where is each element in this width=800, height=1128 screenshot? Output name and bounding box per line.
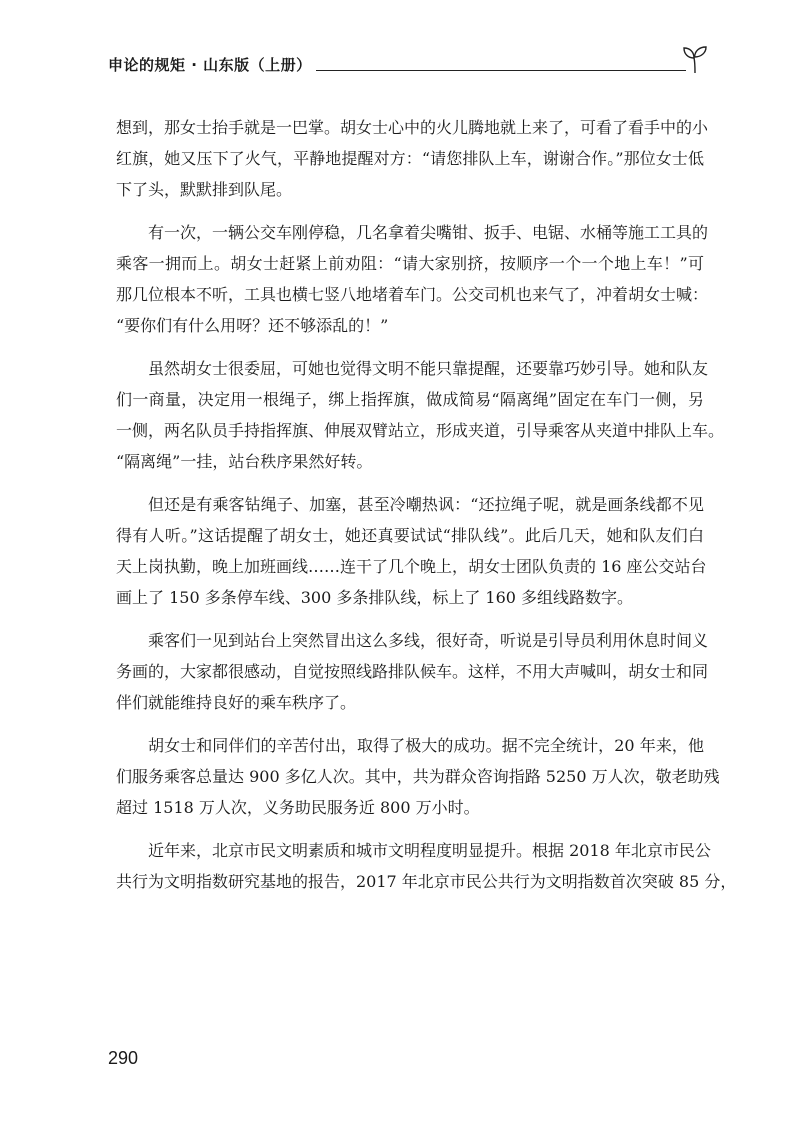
text-line: 近年来，北京市民文明素质和城市文明程度明显提升。根据 2018 年北京市民公 bbox=[148, 841, 711, 860]
text-line: 想到，那女士抬手就是一巴掌。胡女士心中的火儿腾地就上来了，可看了看手中的小 bbox=[116, 118, 709, 137]
book-title: 申论的规矩 · 山东版（上册） bbox=[108, 56, 312, 74]
text-line: 下了头，默默排到队尾。 bbox=[116, 180, 293, 199]
paragraph bbox=[116, 730, 720, 823]
paragraph bbox=[116, 835, 737, 897]
text-line: 天上岗执勤，晚上加班画线……连干了几个晚上，胡女士团队负责的 16 座公交站台 bbox=[116, 557, 707, 576]
paragraph bbox=[116, 489, 707, 613]
text-line: 们一商量，决定用一根绳子，绑上指挥旗，做成简易“隔离绳”固定在车门一侧，另 bbox=[116, 390, 704, 409]
paragraph bbox=[116, 353, 725, 477]
text-line: 超过 1518 万人次，义务助民服务近 800 万小时。 bbox=[116, 798, 480, 817]
text-line: 一侧，两名队员手持指挥旗、伸展双臂站立，形成夹道，引导乘客从夹道中排队上车。 bbox=[116, 421, 725, 440]
page-number: 290 bbox=[108, 1048, 139, 1068]
text-line: 虽然胡女士很委屈，可她也觉得文明不能只靠提醒，还要靠巧妙引导。她和队友 bbox=[148, 359, 709, 378]
header-rule bbox=[316, 70, 686, 71]
running-header bbox=[108, 44, 708, 80]
sprout-icon bbox=[682, 44, 708, 74]
text-line: 那几位根本不听，工具也横七竖八地堵着车门。公交司机也来气了，冲着胡女士喊： bbox=[116, 285, 709, 304]
text-line: 们服务乘客总量达 900 多亿人次。其中，共为群众咨询指路 5250 万人次，敬老助残 bbox=[116, 767, 720, 786]
text-line: 乘客一拥而上。胡女士赶紧上前劝阻：“请大家别挤，按顺序一个一个地上车！”可 bbox=[116, 254, 704, 273]
paragraph bbox=[116, 625, 709, 718]
text-line: 画上了 150 多条停车线、300 多条排队线，标上了 160 多组线路数字。 bbox=[116, 588, 634, 607]
text-line: 共行为文明指数研究基地的报告，2017 年北京市民公共行为文明指数首次突破 85 分， bbox=[116, 872, 737, 891]
text-line: 红旗，她又压下了火气，平静地提醒对方：“请您排队上车，谢谢合作。”那位女士低 bbox=[116, 149, 704, 168]
text-line: 伴们就能维持良好的乘车秩序了。 bbox=[116, 693, 357, 712]
text-line: 有一次，一辆公交车刚停稳，几名拿着尖嘴钳、扳手、电锯、水桶等施工工具的 bbox=[148, 223, 709, 242]
text-line: 乘客们一见到站台上突然冒出这么多线，很好奇，听说是引导员利用休息时间义 bbox=[148, 631, 709, 650]
text-line: 务画的，大家都很感动，自觉按照线路排队候车。这样，不用大声喊叫，胡女士和同 bbox=[116, 662, 709, 681]
paragraph bbox=[116, 112, 709, 205]
body-text bbox=[116, 112, 737, 909]
paragraph bbox=[116, 217, 709, 341]
text-line: “要你们有什么用呀？还不够添乱的！” bbox=[116, 316, 389, 335]
text-line: 得有人听。”这话提醒了胡女士，她还真要试试“排队线”。此后几天，她和队友们白 bbox=[116, 526, 704, 545]
text-line: 胡女士和同伴们的辛苦付出，取得了极大的成功。据不完全统计，20 年来，他 bbox=[148, 736, 704, 755]
text-line: 但还是有乘客钻绳子、加塞，甚至冷嘲热讽：“还拉绳子呢，就是画条线都不见 bbox=[148, 495, 704, 514]
text-line: “隔离绳”一挂，站台秩序果然好转。 bbox=[116, 452, 373, 471]
